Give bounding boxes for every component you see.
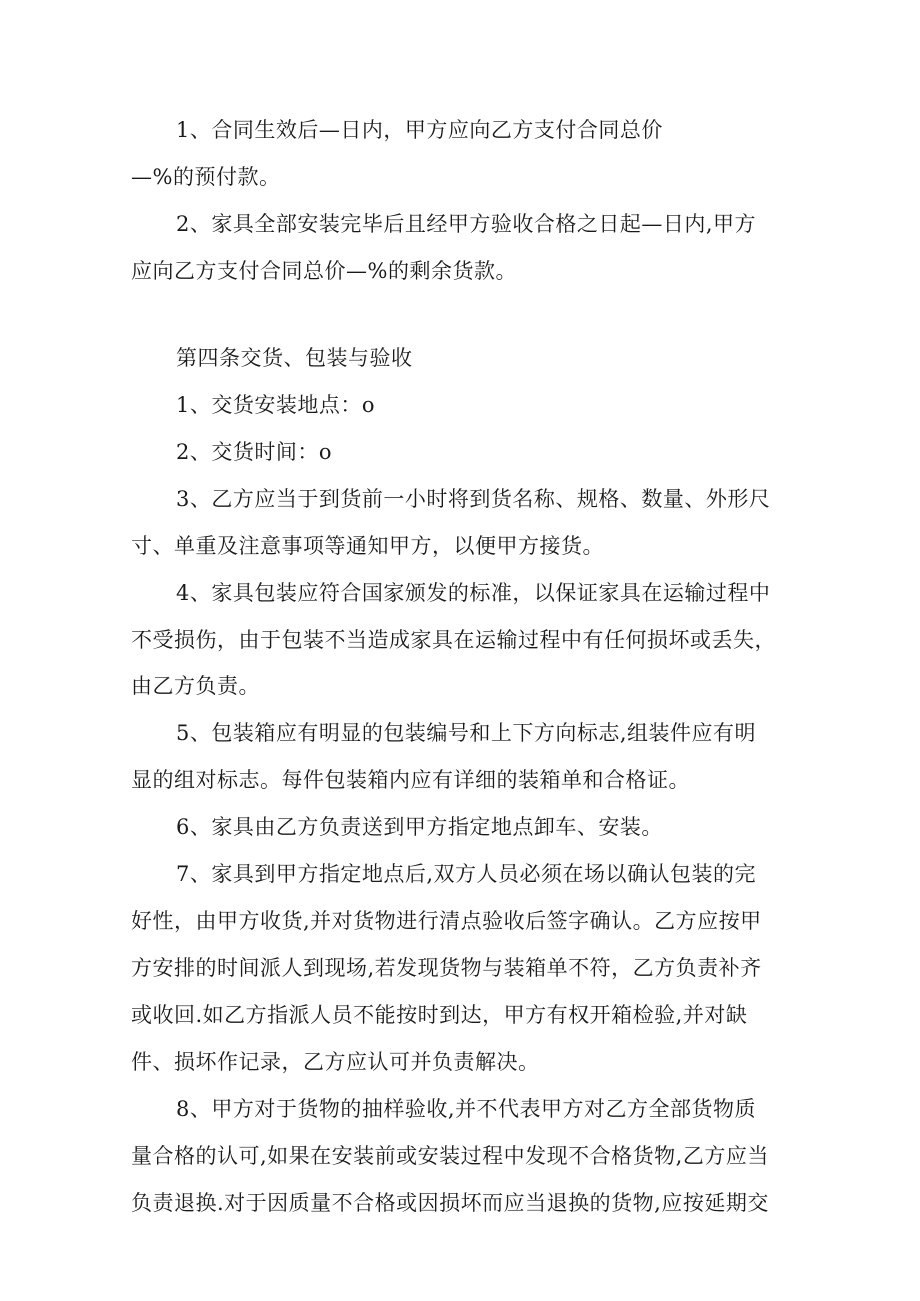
paragraph-3-2-line-2: 应向乙方支付合同总价—%的剩余货款。 (131, 259, 517, 283)
article-4-title: 第四条交货、包装与验收 (176, 346, 413, 370)
paragraph-4-7-line-3: 方安排的时间派人到现场,若发现货物与装箱单不符，乙方负责补齐 (131, 956, 762, 980)
paragraph-4-8-line-2: 量合格的认可,如果在安装前或安装过程中发现不合格货物,乙方应当 (131, 1144, 769, 1168)
paragraph-4-1-line-1: 1、交货安装地点：o (176, 393, 376, 417)
paragraph-4-7-line-5: 件、损坏作记录，乙方应认可并负责解决。 (131, 1050, 540, 1074)
paragraph-4-7-line-2: 好性，由甲方收货,并对货物进行清点验收后签字确认。乙方应按甲 (131, 909, 762, 933)
paragraph-4-7-line-4: 或收回.如乙方指派人员不能按时到达，甲方有权开箱检验,并对缺 (131, 1003, 748, 1027)
paragraph-4-6-line-1: 6、家具由乙方负责送到甲方指定地点卸车、安装。 (176, 815, 663, 839)
paragraph-4-8-line-3: 负责退换.对于因质量不合格或因损坏而应当退换的货物,应按延期交 (131, 1191, 769, 1215)
paragraph-4-5-line-1: 5、包装箱应有明显的包装编号和上下方向标志,组装件应有明 (176, 721, 757, 745)
paragraph-4-5-line-2: 显的组对标志。每件包装箱内应有详细的装箱单和合格证。 (131, 768, 690, 792)
paragraph-4-3-line-1: 3、乙方应当于到货前一小时将到货名称、规格、数量、外形尺 (176, 487, 771, 511)
paragraph-4-7-line-1: 7、家具到甲方指定地点后,双方人员必须在场以确认包装的完 (176, 862, 757, 886)
paragraph-4-8-line-1: 8、甲方对于货物的抽样验收,并不代表甲方对乙方全部货物质 (176, 1097, 757, 1121)
paragraph-4-3-line-2: 寸、单重及注意事项等通知甲方，以便甲方接货。 (131, 534, 604, 558)
paragraph-4-4-line-1: 4、家具包装应符合国家颁发的标准，以保证家具在运输过程中 (176, 581, 771, 605)
paragraph-4-2-line-1: 2、交货时间：o (176, 440, 333, 464)
paragraph-4-4-line-3: 由乙方负责。 (131, 674, 260, 698)
paragraph-3-1-line-2: —%的预付款。 (131, 165, 281, 189)
paragraph-3-2-line-1: 2、家具全部安装完毕后且经甲方验收合格之日起—日内,甲方 (176, 212, 757, 236)
paragraph-3-1-line-1: 1、合同生效后—日内，甲方应向乙方支付合同总价 (176, 118, 663, 142)
paragraph-4-4-line-2: 不受损伤，由于包装不当造成家具在运输过程中有任何损坏或丢失， (131, 628, 776, 652)
